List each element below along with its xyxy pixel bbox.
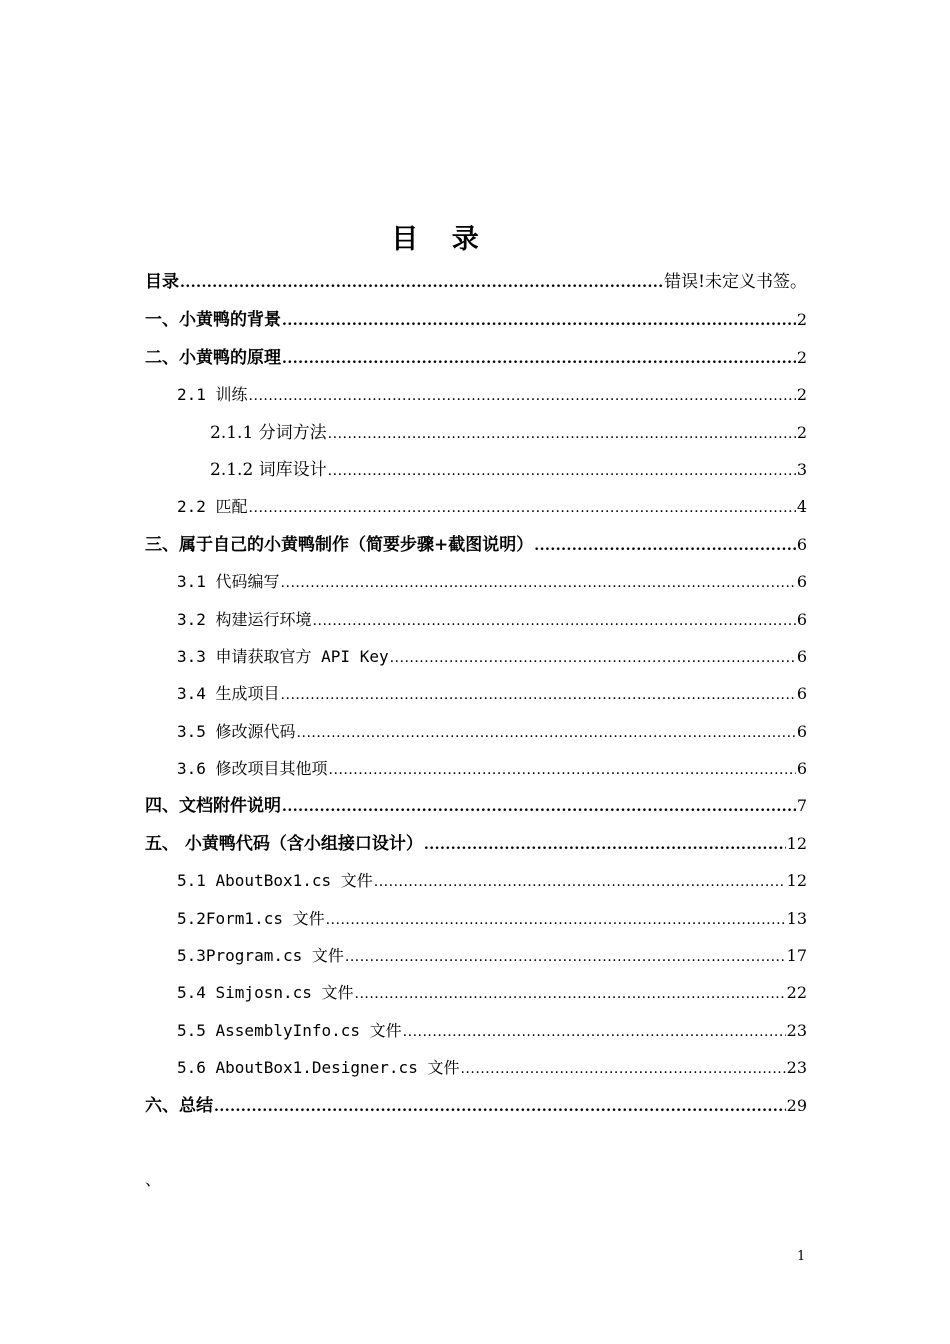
toc-entry-page: 23 xyxy=(786,1020,807,1040)
toc-entry-text: 5.5 AssemblyInfo.cs 文件 xyxy=(177,1020,402,1040)
toc-leader-dots xyxy=(214,1089,786,1126)
toc-entry-page: 6 xyxy=(796,534,807,554)
toc-entry-page: 3 xyxy=(796,459,807,479)
toc-entry-text: 5.2Form1.cs 文件 xyxy=(177,908,325,928)
toc-entry-text: 2.2 匹配 xyxy=(177,497,248,517)
toc-entry-page: 2 xyxy=(796,347,807,367)
toc-entry[interactable] xyxy=(145,638,807,675)
toc-entry-text: 一、小黄鸭的背景 xyxy=(145,310,281,331)
toc-entry-text: 二、小黄鸭的原理 xyxy=(145,347,281,368)
toc-entry-page: 4 xyxy=(796,497,807,517)
toc-entry[interactable] xyxy=(145,750,807,787)
toc-entry-page: 2 xyxy=(796,422,807,442)
toc-entry[interactable] xyxy=(145,1012,807,1049)
toc-entry[interactable] xyxy=(145,601,807,638)
toc-entry-page: 17 xyxy=(786,946,807,966)
toc-entry-page: 6 xyxy=(796,721,807,741)
toc-leader-dots xyxy=(355,976,786,1013)
toc-entry-text: 5.6 AboutBox1.Designer.cs 文件 xyxy=(177,1058,460,1078)
toc-leader-dots xyxy=(281,677,796,714)
toc-leader-dots xyxy=(329,752,796,789)
toc-entry-page: 6 xyxy=(796,759,807,779)
toc-entry-text: 2.1.2 词库设计 xyxy=(210,459,327,480)
toc-entry-text: 3.6 修改项目其他项 xyxy=(177,759,328,779)
toc-entry-text: 3.3 申请获取官方 API Key xyxy=(177,646,389,666)
toc-leader-dots xyxy=(326,902,786,939)
toc-leader-dots xyxy=(534,528,796,565)
toc-leader-dots xyxy=(249,490,796,527)
toc-entry-text: 2.1 训练 xyxy=(177,385,248,405)
toc-leader-dots xyxy=(460,1051,785,1088)
toc-leader-dots xyxy=(282,303,796,340)
toc-entry-page: 6 xyxy=(796,646,807,666)
toc-entry-page: 2 xyxy=(796,385,807,405)
toc-leader-dots xyxy=(345,939,786,976)
toc-entry[interactable] xyxy=(145,339,807,376)
toc-entry[interactable] xyxy=(145,1049,807,1086)
toc-entry-page: 12 xyxy=(786,833,807,853)
toc-entry-text: 3.4 生成项目 xyxy=(177,684,280,704)
toc-entry-text: 五、 小黄鸭代码（含小组接口设计） xyxy=(145,833,423,854)
page-number: 1 xyxy=(797,1249,806,1264)
toc-leader-dots xyxy=(403,1014,786,1051)
toc-entry-text: 3.2 构建运行环境 xyxy=(177,609,312,629)
toc-leader-dots xyxy=(282,789,796,826)
toc-entry[interactable] xyxy=(145,451,807,488)
toc-entry-page: 2 xyxy=(796,310,807,330)
toc-entry-page: 29 xyxy=(786,1095,807,1115)
toc-leader-dots xyxy=(297,715,796,752)
toc-entry-page: 22 xyxy=(786,983,807,1003)
toc-entry-text: 六、总结 xyxy=(145,1095,213,1116)
toc-entry[interactable] xyxy=(145,1087,807,1124)
toc-leader-dots xyxy=(313,603,796,640)
toc-entry[interactable] xyxy=(145,264,807,301)
toc-leader-dots xyxy=(328,416,796,453)
toc-leader-dots xyxy=(249,378,796,415)
toc-entry-page: 7 xyxy=(796,796,807,816)
toc-entry-page: 6 xyxy=(796,684,807,704)
toc-entry-page: 6 xyxy=(796,609,807,629)
toc-leader-dots xyxy=(282,341,796,378)
toc-entry[interactable] xyxy=(145,900,807,937)
toc-title: 目 录 xyxy=(391,224,491,255)
toc-entry-text: 5.3Program.cs 文件 xyxy=(177,946,344,966)
table-of-contents xyxy=(145,264,807,1124)
stray-punctuation-mark: 、 xyxy=(145,1170,162,1189)
toc-leader-dots xyxy=(328,453,796,490)
toc-entry[interactable] xyxy=(145,526,807,563)
toc-entry-page: 错误!未定义书签。 xyxy=(664,272,807,292)
toc-entry-page: 12 xyxy=(786,871,807,891)
toc-entry[interactable] xyxy=(145,301,807,338)
toc-leader-dots xyxy=(374,864,786,901)
toc-entry-text: 3.1 代码编写 xyxy=(177,572,280,592)
toc-entry[interactable] xyxy=(145,974,807,1011)
toc-entry-text: 5.4 Simjosn.cs 文件 xyxy=(177,983,354,1003)
toc-leader-dots xyxy=(424,827,786,864)
toc-entry[interactable] xyxy=(145,563,807,600)
toc-leader-dots xyxy=(180,265,663,302)
toc-entry-text: 四、文档附件说明 xyxy=(145,796,281,817)
toc-entry[interactable] xyxy=(145,713,807,750)
toc-leader-dots xyxy=(390,640,796,677)
toc-entry[interactable] xyxy=(145,825,807,862)
toc-entry-page: 23 xyxy=(786,1058,807,1078)
toc-entry[interactable] xyxy=(145,414,807,451)
toc-entry-text: 5.1 AboutBox1.cs 文件 xyxy=(177,871,373,891)
toc-entry[interactable] xyxy=(145,675,807,712)
toc-entry[interactable] xyxy=(145,787,807,824)
toc-entry-text: 2.1.1 分词方法 xyxy=(210,422,327,443)
toc-entry[interactable] xyxy=(145,937,807,974)
toc-entry-page: 13 xyxy=(786,908,807,928)
toc-entry[interactable] xyxy=(145,376,807,413)
toc-entry-text: 3.5 修改源代码 xyxy=(177,721,296,741)
toc-entry-text: 三、属于自己的小黄鸭制作（简要步骤+截图说明） xyxy=(145,534,534,555)
toc-entry-page: 6 xyxy=(796,572,807,592)
toc-entry[interactable] xyxy=(145,862,807,899)
toc-leader-dots xyxy=(281,565,796,602)
toc-entry-text: 目录 xyxy=(145,272,179,292)
toc-entry[interactable] xyxy=(145,488,807,525)
